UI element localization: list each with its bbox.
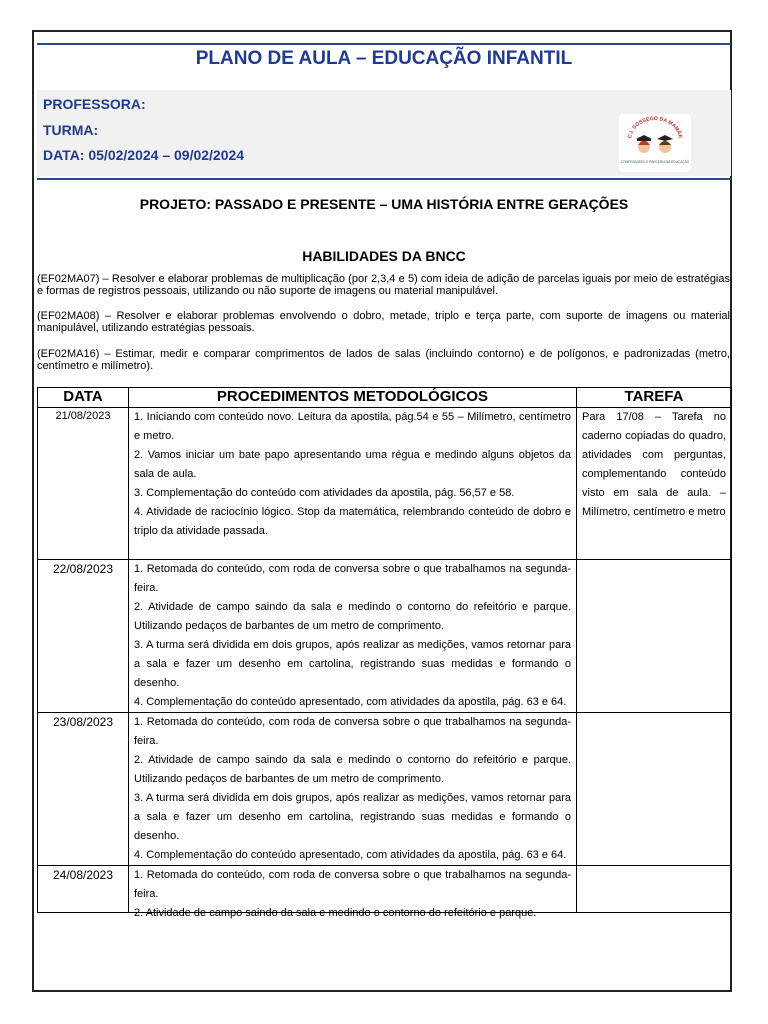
teacher-label: PROFESSORA: (43, 96, 146, 112)
procedure-step: 2. Atividade de campo saindo da sala e medindo o contorno do refeitório e parque. (134, 907, 537, 919)
procedure-step: 3. Complementação do conteúdo com atividades da apostila, pág. 56,57 e 58. (134, 487, 515, 499)
row-date: 21/08/2023 (38, 408, 129, 560)
table-row (38, 408, 732, 560)
procedure-step: 3. A turma será dividida em dois grupos, após realizar as medições, vamos retornar para a sala e fazer um desenho em cartolina, registrando suas medidas e formando o desenho. (134, 792, 571, 842)
row-task (577, 713, 732, 866)
table-row (38, 866, 732, 913)
table-row (38, 560, 732, 713)
procedure-step: 3. A turma será dividida em dois grupos, após realizar as medições, vamos retornar para a sala e fazer um desenho em cartolina, registrando suas medidas e formando o desenho. (134, 639, 571, 689)
top-rule (37, 43, 731, 45)
procedure-step: 4. Complementação do conteúdo apresentado, com atividades da apostila, pág. 63 e 64. (134, 696, 567, 708)
header-bottom-rule (37, 178, 731, 180)
table-header-row (38, 388, 732, 408)
procedure-step: 1. Iniciando com conteúdo novo. Leitura da apostila, pág.54 e 55 – Milímetro, centímetro e metro. (134, 411, 571, 442)
row-date: 23/08/2023 (38, 713, 129, 866)
procedure-step: 1. Retomada do conteúdo, com roda de conversa sobre o que trabalhamos na segunda-feira. (134, 716, 571, 747)
skill-ef02ma16: (EF02MA16) – Estimar, medir e comparar comprimentos de lados de salas (incluindo contorno) e de polígonos, e padronizadas (metro, centímetro e milímetro). (37, 348, 730, 372)
svg-text:C.I. SOSSEGO DA MAMÃE (627, 116, 683, 139)
table-row (38, 713, 732, 866)
skill-ef02ma07: (EF02MA07) – Resolver e elaborar problemas de multiplicação (por 2,3,4 e 5) com ideia de adição de parcelas iguais por meio de estratégias e formas de registros pessoais, utilizando ou não suporte de imagens ou material manipulável. (37, 273, 730, 297)
row-procedures (129, 713, 577, 866)
column-header-task: TAREFA (577, 388, 732, 408)
date-label: DATA: 05/02/2024 – 09/02/2024 (43, 147, 245, 163)
header-info-box (37, 90, 731, 176)
procedure-step: 2. Atividade de campo saindo da sala e medindo o contorno do refeitório e parque. Utilizando pedaços de barbantes de um metro de comprimento. (134, 754, 571, 785)
class-label: TURMA: (43, 122, 99, 138)
procedure-step: 2. Atividade de campo saindo da sala e medindo o contorno do refeitório e parque. Utilizando pedaços de barbantes de um metro de comprimento. (134, 601, 571, 632)
lesson-plan-table (37, 387, 732, 919)
logo-subtext: COMPROMISSO E PARCERIA NA EDUCAÇÃO (620, 160, 690, 164)
row-date: 22/08/2023 (38, 560, 129, 713)
row-date: 24/08/2023 (38, 866, 129, 913)
procedure-step: 4. Complementação do conteúdo apresentado, com atividades da apostila, pág. 63 e 64. (134, 849, 567, 861)
procedure-step: 4. Atividade de raciocínio lógico. Stop da matemática, relembrando conteúdo de dobro e triplo da atividade passada. (134, 506, 571, 537)
procedure-step: 1. Retomada do conteúdo, com roda de conversa sobre o que trabalhamos na segunda-feira. (134, 563, 571, 594)
row-procedures (129, 866, 577, 919)
skill-ef02ma08: (EF02MA08) – Resolver e elaborar problemas envolvendo o dobro, metade, triplo e terça parte, com suporte de imagens ou material manipulável, utilizando estratégias pessoais. (37, 310, 730, 334)
row-procedures (129, 408, 577, 560)
row-task (577, 560, 732, 713)
procedure-step: 2. Vamos iniciar um bate papo apresentando uma régua e medindo alguns objetos da sala de aula. (134, 449, 571, 480)
procedure-step: 1. Retomada do conteúdo, com roda de conversa sobre o que trabalhamos na segunda-feira. (134, 869, 571, 900)
row-task (577, 866, 732, 913)
document-title: PLANO DE AULA – EDUCAÇÃO INFANTIL (195, 48, 573, 69)
column-header-procedures: PROCEDIMENTOS METODOLÓGICOS (129, 388, 577, 408)
school-logo (619, 114, 691, 172)
project-title: PROJETO: PASSADO E PRESENTE – UMA HISTÓRIA ENTRE GERAÇÕES (139, 196, 629, 212)
row-procedures (129, 560, 577, 713)
logo-text: C.I. SOSSEGO DA MAMÃE (627, 115, 683, 139)
column-header-date: DATA (38, 388, 129, 408)
skills-heading: HABILIDADES DA BNCC (302, 248, 466, 264)
row-task: Para 17/08 – Tarefa no caderno copiadas do quadro, atividades com perguntas, complementando conteúdo visto em sala de aula. – Milímetro, centímetro e metro (577, 408, 732, 560)
